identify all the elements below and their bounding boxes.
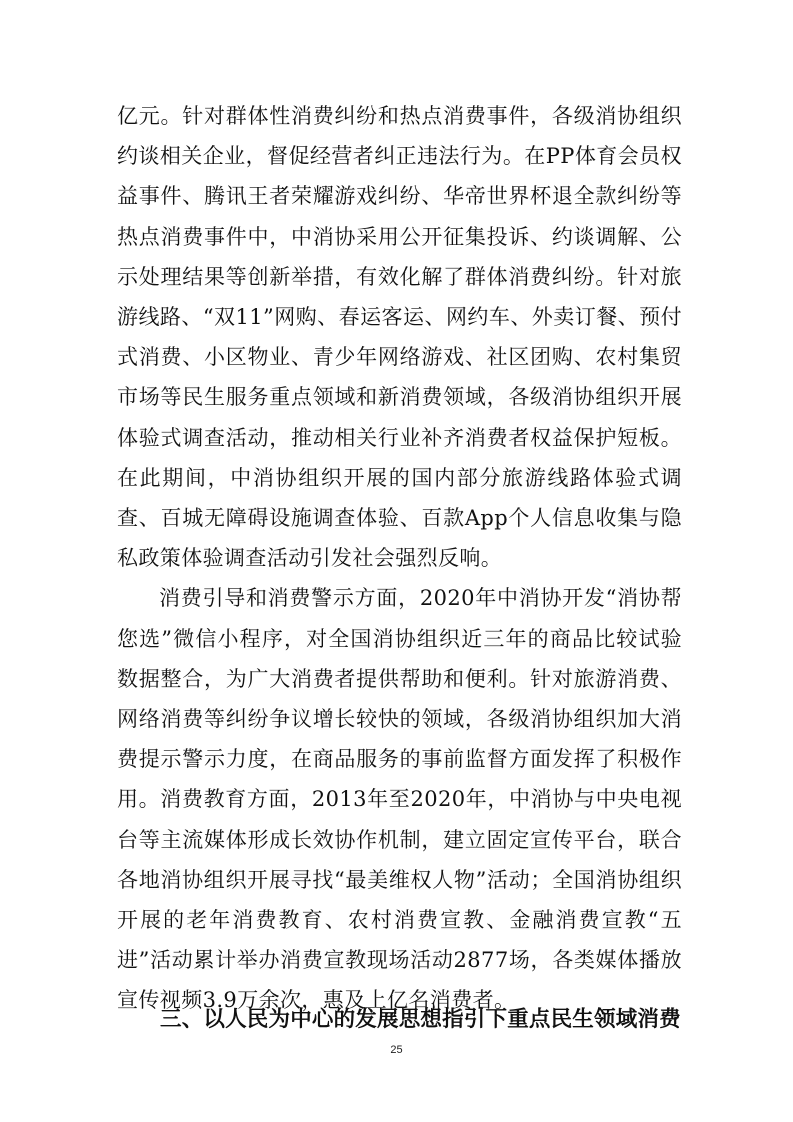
paragraph-consumer-guidance: 消费引导和消费警示方面，2020年中消协开发“消协帮您选”微信小程序，对全国消协组织近三年的商品比较试验数据整合，为广大消费者提供帮助和便利。针对旅游消费、网络消费等纠纷争议增长较快的领域，各级消协组织加大消费提示警示力度，在商品服务的事前监督方面发挥了积极作用。消费教育方面，2013年至2020年，中消协与中央电视台等主流媒体形成长效协作机制，建立固定宣传平台，联合各地消协组织开展寻找“最美维权人物”活动；全国消协组织开展的老年消费教育、农村消费宣教、金融消费宣教“五进”活动累计举办消费宣教现场活动2877场，各类媒体播放宣传视频3.9万余次，惠及上亿名消费者。 (117, 586, 682, 1013)
document-body (117, 96, 682, 1021)
section-heading: 三、以人民为中心的发展思想指引下重点民生领域消费 (160, 1007, 681, 1032)
page-number: 25 (390, 1044, 403, 1056)
paragraph-continuation: 亿元。针对群体性消费纠纷和热点消费事件，各级消协组织约谈相关企业，督促经营者纠正违法行为。在PP体育会员权益事件、腾讯王者荣耀游戏纠纷、华帝世界杯退全款纠纷等热点消费事件中，中消协采用公开征集投诉、约谈调解、公示处理结果等创新举措，有效化解了群体消费纠纷。针对旅游线路、“双11”网购、春运客运、网约车、外卖订餐、预付式消费、小区物业、青少年网络游戏、社区团购、农村集贸市场等民生服务重点领域和新消费领域，各级消协组织开展体验式调查活动，推动相关行业补齐消费者权益保护短板。在此期间，中消协组织开展的国内部分旅游线路体验式调查、百城无障碍设施调查体验、百款App个人信息收集与隐私政策体验调查活动引发社会强烈反响。 (117, 104, 682, 571)
